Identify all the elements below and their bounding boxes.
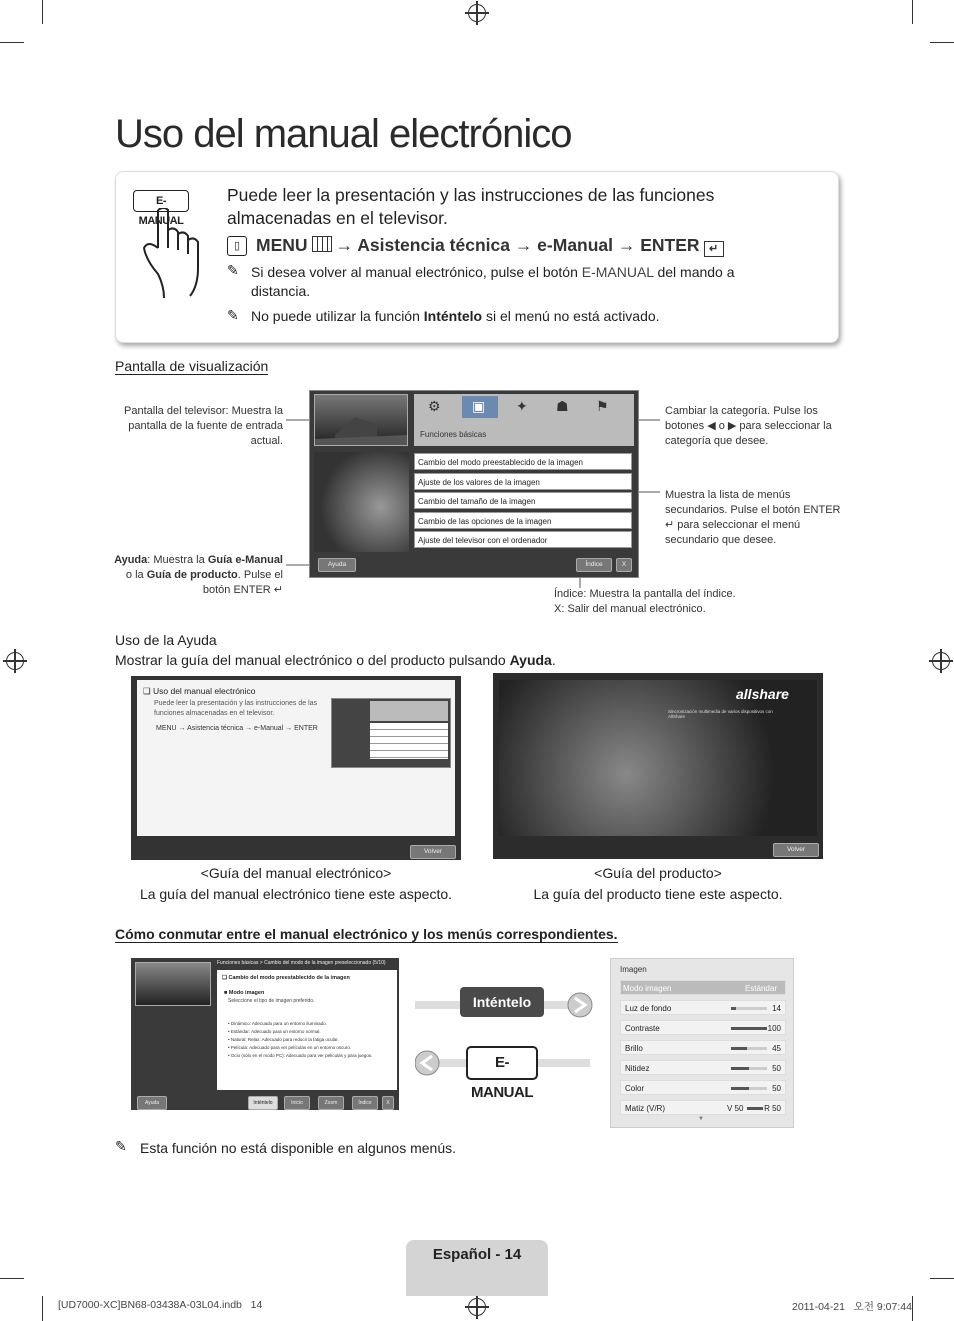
page-label: Español - 14: [432, 1246, 522, 1263]
crop-mark: [930, 1278, 954, 1279]
registration-mark-icon: [932, 652, 950, 670]
list-item: • Película: Adecuado para ver películas en un entorno oscuro.: [228, 1045, 352, 1050]
menu-path: MENU → Asistencia técnica → e-Manual → ENTER ↵: [256, 235, 724, 257]
close-button[interactable]: X: [616, 558, 632, 572]
category-icon[interactable]: ⚙: [428, 398, 441, 414]
submenu-item[interactable]: Ajuste de los valores de la imagen: [414, 473, 632, 490]
category-icon[interactable]: ✦: [516, 398, 528, 414]
menu-row[interactable]: Nitidez 50: [620, 1060, 786, 1075]
submenu-item[interactable]: Cambio de las opciones de la imagen: [414, 512, 632, 529]
allshare-image: [499, 680, 817, 836]
crop-mark: [42, 1296, 43, 1321]
switch-doc-title: ❑ Cambio del modo preestablecido de la imagen: [222, 975, 350, 981]
index-button[interactable]: Índice: [352, 1096, 378, 1110]
submenu-item[interactable]: Cambio del modo preestablecido de la imagen: [414, 453, 632, 470]
intro-text: Puede leer la presentación y las instrucciones de las funciones almacenadas en el televisor.: [227, 185, 715, 228]
page-title: Uso del manual electrónico: [115, 112, 572, 156]
guide-left-title: ❑ Uso del manual electrónico: [143, 686, 256, 696]
switch-tv-preview: [135, 962, 211, 1006]
switch-doc-item: ■ Modo imagen: [224, 990, 265, 996]
home-button[interactable]: Inicio: [284, 1096, 310, 1110]
note-pencil-icon: ✎: [227, 262, 239, 278]
list-item: • Natural: Relax: Adecuado para reducir la fatiga ocular.: [228, 1037, 339, 1042]
scroll-down-icon[interactable]: ▼: [698, 1116, 704, 1122]
guide-left-thumbnail: [331, 698, 451, 768]
help-title: Uso de la Ayuda: [115, 632, 217, 648]
picture-menu-title: Imagen: [620, 965, 647, 974]
help-desc: Mostrar la guía del manual electrónico o del producto pulsando Ayuda.: [115, 652, 556, 668]
category-icon[interactable]: ☗: [556, 398, 569, 414]
right-subcaption: La guía del producto tiene este aspecto.: [533, 886, 783, 902]
allshare-logo: allshare: [736, 686, 789, 702]
menu-row[interactable]: Color 50: [620, 1080, 786, 1095]
guide-left-text: Puede leer la presentación y las instrucciones de las funciones almacenadas en el televisor.: [154, 700, 318, 717]
try-button[interactable]: Inténtelo: [248, 1096, 278, 1110]
help-illustration: [314, 452, 409, 552]
enter-icon: ↵: [704, 241, 724, 257]
emanual-badge: E-MANUAL: [133, 190, 189, 212]
category-icon[interactable]: ▣: [472, 398, 486, 414]
help-button[interactable]: Ayuda: [137, 1096, 167, 1110]
emanual-label: E-MANUAL: [466, 1046, 538, 1080]
switch-doc-bullets: [228, 1020, 388, 1060]
category-icon[interactable]: ⚑: [596, 398, 609, 414]
list-item: • Ocio (sólo en el modo PC): Adecuado para ver películas y para juegos.: [228, 1053, 373, 1058]
switch-doc-sub: Seleccione el tipo de imagen preferido.: [228, 998, 315, 1004]
barn-image-icon: [315, 395, 407, 445]
allshare-subtitle: Sincronización multimedia de varios dispositivos con AllShare: [668, 709, 773, 719]
try-label: Inténtelo: [460, 987, 544, 1017]
note-pencil-icon: ✎: [115, 1138, 127, 1154]
submenu-item[interactable]: Cambio del tamaño de la imagen: [414, 492, 632, 509]
back-button[interactable]: Volver: [773, 843, 819, 857]
category-label: Funciones básicas: [420, 430, 487, 439]
index-button[interactable]: Índice: [576, 558, 612, 572]
list-item: • Dinámico: Adecuado para un entorno iluminado.: [228, 1021, 327, 1026]
registration-mark-icon: [6, 652, 24, 670]
close-button[interactable]: X: [382, 1096, 394, 1110]
menu-row[interactable]: Luz de fondo 14: [620, 1000, 786, 1015]
note-pencil-icon: ✎: [227, 307, 239, 323]
timestamp: 2011-04-21 오전 9:07:44: [792, 1301, 912, 1313]
crop-mark: [0, 1278, 24, 1279]
registration-mark-icon: [468, 1298, 486, 1316]
callout-tv: Pantalla del televisor: Muestra la pantalla de la fuente de entrada actual.: [124, 405, 283, 447]
switch-note: Esta función no está disponible en algunos menús.: [140, 1140, 456, 1156]
crop-mark: [912, 1296, 913, 1321]
menu-row[interactable]: Matiz (V/R) V 50 R 50: [620, 1100, 786, 1115]
section-heading-switch: Cómo conmutar entre el manual electrónico y los menús correspondientes.: [115, 926, 618, 942]
list-item: • Estándar: Adecuado para un entorno normal.: [228, 1029, 321, 1034]
switch-breadcrumb: Funciones básicas > Cambio del modo de la imagen preseleccionado (5/10): [217, 960, 386, 966]
zoom-button[interactable]: Zoom: [318, 1096, 344, 1110]
intro-note-2: No puede utilizar la función Inténtelo si el menú no está activado.: [251, 308, 660, 324]
left-subcaption: La guía del manual electrónico tiene este aspecto.: [139, 886, 453, 902]
menu-row[interactable]: Contraste 100: [620, 1020, 786, 1035]
callout-submenu: Muestra la lista de menús secundarios. Pulse el botón ENTER ↵ para seleccionar el menú secundario que desee.: [665, 489, 841, 546]
guide-left-path: MENU → Asistencia técnica → e-Manual → ENTER: [156, 725, 318, 732]
callout-index: Índice: Muestra la pantalla del índice. X: Salir del manual electrónico.: [554, 588, 736, 615]
help-button[interactable]: Ayuda: [318, 558, 356, 572]
tv-preview: [314, 394, 408, 446]
submenu-item[interactable]: Ajuste del televisor con el ordenador: [414, 531, 632, 548]
callout-help: Ayuda: Muestra la Guía e-Manual o la Guía de producto. Pulse el botón ENTER ↵: [114, 554, 283, 596]
callout-category: Cambiar la categoría. Pulse los botones ◀ o ▶ para seleccionar la categoría que desee.: [665, 405, 832, 447]
left-caption: <Guía del manual electrónico>: [200, 865, 392, 881]
back-button[interactable]: Volver: [410, 845, 456, 859]
file-info: [UD7000-XC]BN68-03438A-03L04.indb 14: [58, 1299, 263, 1311]
menu-row[interactable]: Brillo 45: [620, 1040, 786, 1055]
remote-icon: ▯: [227, 236, 247, 256]
menu-row[interactable]: Modo imagen Estándar: [620, 980, 786, 995]
intro-note-1: Si desea volver al manual electrónico, pulse el botón E-MANUAL del mando a distancia.: [251, 264, 735, 299]
right-caption: <Guía del producto>: [594, 865, 722, 881]
section-heading-display: Pantalla de visualización: [115, 358, 269, 374]
